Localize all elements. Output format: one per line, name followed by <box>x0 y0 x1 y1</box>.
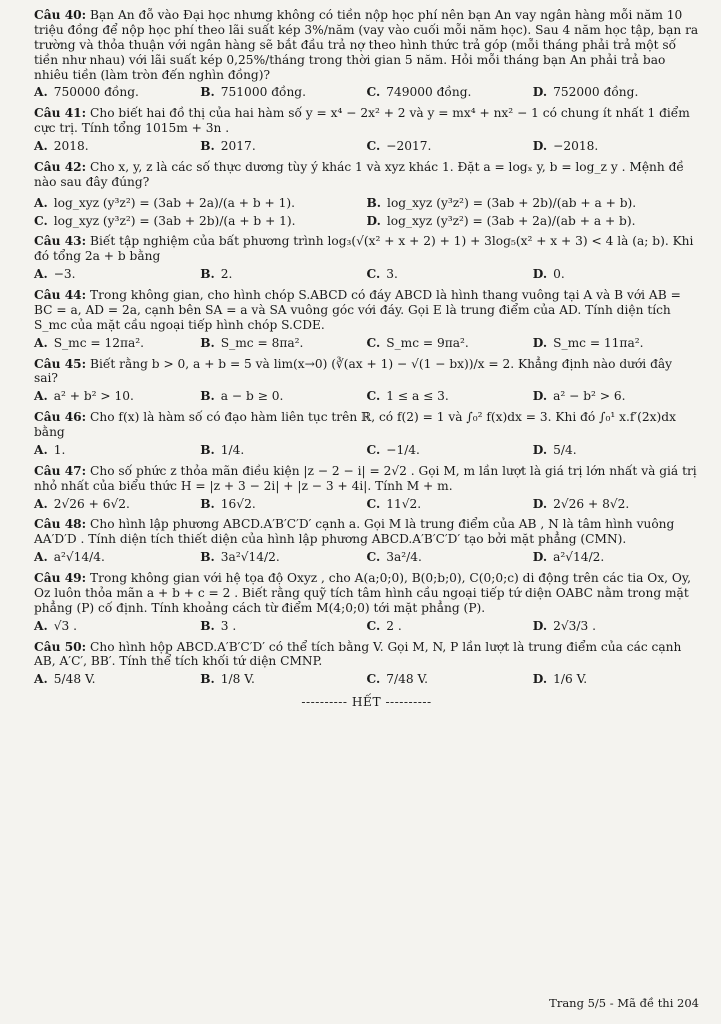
question-42 <box>34 160 699 229</box>
option-d[interactable]: D. −2018. <box>532 139 599 153</box>
option-c[interactable]: C. 3a²/4. <box>366 550 422 565</box>
option-a[interactable]: A. S_mc = 12πa². <box>34 335 145 350</box>
option-d[interactable]: D. 5/4. <box>532 442 577 457</box>
question-50 <box>34 640 699 688</box>
option-b[interactable]: B. 3a²√14/2. <box>200 550 280 565</box>
option-c[interactable]: C. 3. <box>366 267 398 282</box>
question-46 <box>34 410 699 458</box>
question-44 <box>34 288 699 351</box>
options <box>34 672 699 687</box>
question-text: Cho số phức z thỏa mãn điều kiện |z − 2 − i| = 2√2 . Gọi M, m lần lượt là giá trị lớn nhất và giá trị nhỏ nhất của biểu thức H = |z + 3 − 2i| + |z − 3 + 4i|. Tính M + m. <box>34 463 697 493</box>
options <box>34 619 699 634</box>
option-d[interactable]: D. 2√26 + 8√2. <box>532 496 630 511</box>
question-47 <box>34 464 699 512</box>
option-b[interactable]: B. 1/8 V. <box>200 672 255 687</box>
option-a[interactable]: A. 2√26 + 6√2. <box>34 496 130 511</box>
question-number: Câu 50: <box>34 639 87 654</box>
option-d[interactable]: D. a² − b² > 6. <box>532 389 626 404</box>
question-text: Cho hình lập phương ABCD.A′B′C′D′ cạnh a. Gọi M là trung điểm của AB , N là tâm hình vuông AA′D′D . Tính diện tích thiết diện của hình lập phương ABCD.A′B′C′D′ tạo bởi mặt phẳng (CMN). <box>34 517 675 547</box>
question-41 <box>34 106 699 154</box>
options <box>34 193 699 229</box>
option-b[interactable]: B. 751000 đồng. <box>200 85 306 100</box>
question-number: Câu 47: <box>34 463 87 478</box>
option-a[interactable]: A. −3. <box>34 267 76 282</box>
option-c[interactable]: C. 7/48 V. <box>366 672 429 687</box>
question-number: Câu 43: <box>34 234 87 249</box>
options <box>34 550 699 565</box>
question-text: Cho f(x) là hàm số có đạo hàm liên tục trên ℝ, có f(2) = 1 và ∫₀² f(x)dx = 3. Khi đó ∫₀¹ x.f′(2x)dx bằng <box>34 410 676 439</box>
option-b[interactable]: B. 3 . <box>200 618 237 633</box>
option-b[interactable]: B. 2. <box>200 267 233 282</box>
option-d[interactable]: D. a²√14/2. <box>532 550 605 565</box>
options <box>34 389 699 404</box>
options <box>34 336 699 351</box>
option-b[interactable]: B. 1/4. <box>200 442 245 457</box>
question-text: Cho x, y, z là các số thực dương tùy ý khác 1 và xyz khác 1. Đặt a = logₓ y, b = log_z y . Mệnh đề nào sau đây đúng? <box>34 159 684 189</box>
options <box>34 267 699 282</box>
option-d[interactable]: D. 2√3/3 . <box>532 618 597 633</box>
option-a[interactable]: A. 1. <box>34 442 66 457</box>
option-a[interactable]: A. a² + b² > 10. <box>34 389 134 404</box>
options <box>34 139 699 154</box>
option-c[interactable]: C. S_mc = 9πa². <box>366 335 469 350</box>
option-c[interactable]: C. 11√2. <box>366 496 422 511</box>
question-number: Câu 40: <box>34 8 87 22</box>
question-number: Câu 44: <box>34 288 87 302</box>
option-c[interactable]: C. −1/4. <box>366 442 420 457</box>
option-d[interactable]: D. 0. <box>532 267 565 282</box>
question-text: Cho biết hai đồ thị của hai hàm số y = x⁴ − 2x² + 2 và y = mx⁴ + nx² − 1 có chung ít nhất 1 điểm cực trị. Tính tổng 1015m + 3n . <box>34 106 690 136</box>
question-number: Câu 46: <box>34 410 87 425</box>
question-text: Trong không gian, cho hình chóp S.ABCD có đáy ABCD là hình thang vuông tại A và B với AB = BC = a, AD = 2a, cạnh bên SA = a và SA vuông góc với đáy. Gọi E là trung điểm của AD. Tính diện tích S_mc của mặt cầu ngoại tiếp hình chóp S.CDE. <box>34 288 681 332</box>
option-a[interactable]: A. 5/48 V. <box>34 672 96 687</box>
option-d[interactable]: D. log_xyz (y³z²) = (3ab + 2a)/(ab + a + b). <box>366 213 636 228</box>
question-number: Câu 42: <box>34 159 87 174</box>
question-number: Câu 41: <box>34 106 87 121</box>
question-text: Biết tập nghiệm của bất phương trình log₃(√(x² + x + 2) + 1) + 3log₅(x² + x + 3) < 4 là (a; b). Khi đó tổng 2a + b bằng <box>34 234 694 264</box>
option-d[interactable]: D. 1/6 V. <box>532 672 588 687</box>
question-number: Câu 49: <box>34 571 87 585</box>
option-a[interactable]: A. log_xyz (y³z²) = (3ab + 2a)/(a + b + 1). <box>34 195 295 210</box>
page-footer: Trang 5/5 - Mã đề thi 204 <box>549 995 699 1010</box>
end-marker: ---------- HẾT ---------- <box>301 695 432 710</box>
option-c[interactable]: C. −2017. <box>366 139 432 153</box>
option-a[interactable]: A. 2018. <box>34 139 89 153</box>
option-b[interactable]: B. 16√2. <box>200 496 256 511</box>
option-b[interactable]: B. log_xyz (y³z²) = (3ab + 2b)/(ab + a + b). <box>366 195 637 210</box>
question-number: Câu 45: <box>34 356 87 371</box>
question-43 <box>34 234 699 282</box>
option-c[interactable]: C. 2 . <box>366 618 402 633</box>
question-49 <box>34 571 699 634</box>
question-text: Cho hình hộp ABCD.A′B′C′D′ có thể tích bằng V. Gọi M, N, P lần lượt là trung điểm của các cạnh AB, A′C′, BB′. Tính thể tích khối tứ diện CMNP. <box>34 639 682 669</box>
question-text: Biết rằng b > 0, a + b = 5 và lim(x→0) (∛(ax + 1) − √(1 − bx))/x = 2. Khẳng định nào dưới đây sai? <box>34 356 673 386</box>
option-b[interactable]: B. a − b ≥ 0. <box>200 389 284 404</box>
option-a[interactable]: A. 750000 đồng. <box>34 85 139 100</box>
option-b[interactable]: B. 2017. <box>200 139 256 153</box>
option-a[interactable]: A. √3 . <box>34 618 77 633</box>
options <box>34 85 699 100</box>
option-d[interactable]: D. 752000 đồng. <box>532 85 639 100</box>
question-48 <box>34 517 699 565</box>
option-c[interactable]: C. 1 ≤ a ≤ 3. <box>366 389 449 404</box>
option-a[interactable]: A. a²√14/4. <box>34 550 105 565</box>
option-d[interactable]: D. S_mc = 11πa². <box>532 335 644 350</box>
question-40 <box>34 8 699 100</box>
question-number: Câu 48: <box>34 517 87 532</box>
option-c[interactable]: C. 749000 đồng. <box>366 85 472 100</box>
option-b[interactable]: B. S_mc = 8πa². <box>200 335 304 350</box>
options <box>34 443 699 458</box>
question-text: Bạn An đỗ vào Đại học nhưng không có tiền nộp học phí nên bạn An vay ngân hàng mỗi năm 10 triệu đồng để nộp học phí theo lãi suất kép 3%/năm (vay vào cuối mỗi năm học). Sau 4 năm học tập, bạn ra trường và thỏa thuận với ngân hàng sẽ bắt đầu trả nợ theo hình thức trả góp (mỗi tháng phải trả một số tiền như nhau) với lãi suất kép 0,25%/tháng trong thời gian 5 năm. Hỏi mỗi tháng bạn An phải trả bao nhiêu tiền (làm tròn đến nghìn đồng)? <box>34 8 699 82</box>
question-45 <box>34 357 699 405</box>
question-text: Trong không gian với hệ tọa độ Oxyz , cho A(a;0;0), B(0;b;0), C(0;0;c) di động trên các tia Ox, Oy, Oz luôn thỏa mãn a + b + c = 2 . Biết rằng quỹ tích tâm hình cầu ngoại tiếp tứ diện OABC nằm trong mặt phẳng (P) cố định. Tính khoảng cách từ điểm M(4;0;0) tới mặt phẳng (P). <box>34 571 692 615</box>
option-c[interactable]: C. log_xyz (y³z²) = (3ab + 2b)/(a + b + 1). <box>34 213 296 228</box>
options <box>34 497 699 512</box>
